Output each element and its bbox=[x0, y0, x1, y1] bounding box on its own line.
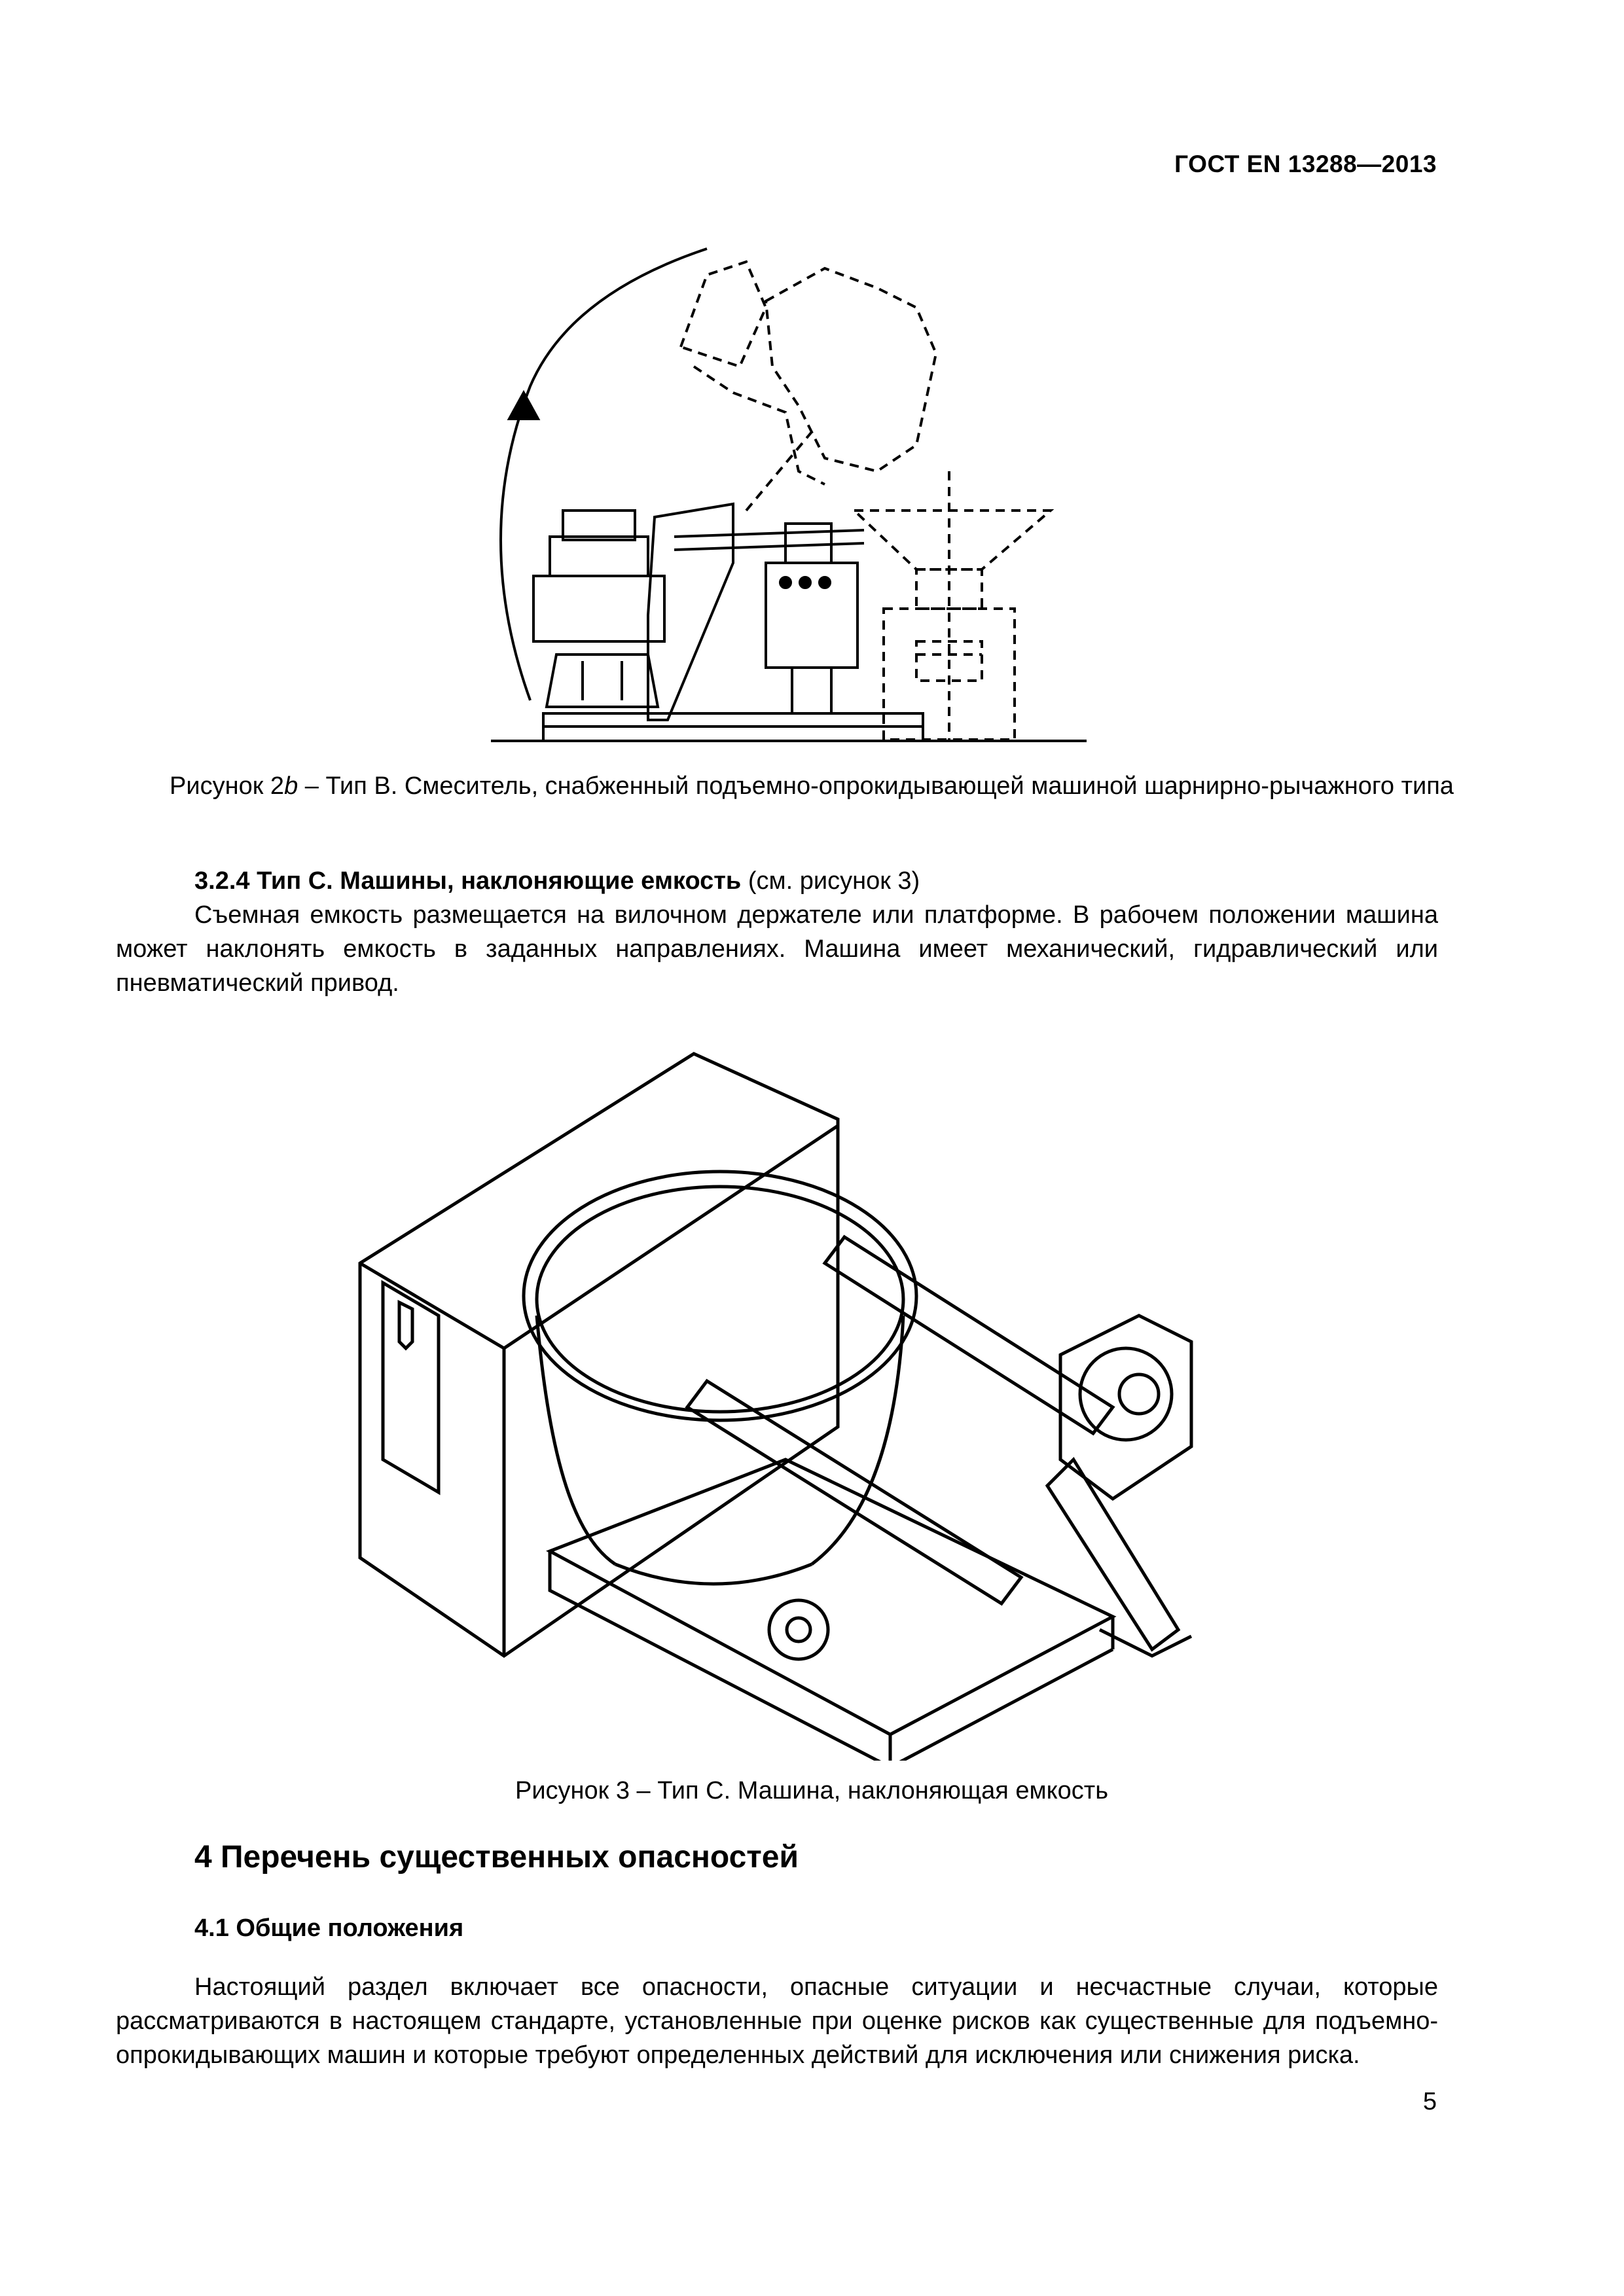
figure-3-caption: Рисунок 3 – Тип С. Машина, наклоняющая емкость bbox=[514, 1777, 1109, 1804]
section-4-body: Настоящий раздел включает все опасности, опасные ситуации и несчастные случаи, которые рассматриваются в настоящем стандарте, установленные при оценке рисков как существенные для подъемно-опрокидывающих машин и которые требуют определенных действий для исключения или снижения риска. bbox=[116, 1973, 1438, 2069]
section-3-2-4-heading: 3.2.4 Тип С. Машины, наклоняющие емкость bbox=[194, 867, 742, 895]
section-3-2-4-ref: (см. рисунок 3) bbox=[741, 867, 920, 895]
section-3-2-4-body: Съемная емкость размещается на вилочном держателе или платформе. В рабочем положении машина может наклонять емкость в заданных направлениях. Машина имеет механический, гидравлический или пневматический привод. bbox=[116, 901, 1438, 997]
document-id: ГОСТ EN 13288—2013 bbox=[1174, 151, 1437, 177]
caption-prefix: Рисунок 2 bbox=[170, 772, 285, 800]
section-4-title: 4 Перечень существенных опасностей bbox=[194, 1840, 799, 1874]
figure-2b-drawing bbox=[458, 196, 1126, 772]
section-3-2-4 bbox=[116, 864, 1438, 1000]
page-number: 5 bbox=[1422, 2088, 1437, 2115]
caption-italic: b bbox=[284, 772, 298, 800]
figure-2b-caption bbox=[157, 769, 1466, 803]
subsection-4-1-title: 4.1 Общие положения bbox=[194, 1914, 464, 1942]
figure-3-drawing bbox=[340, 1041, 1257, 1761]
caption-rest: – Тип В. Смеситель, снабженный подъемно-опрокидывающей машиной шарнирно-рычажного типа bbox=[298, 772, 1454, 800]
